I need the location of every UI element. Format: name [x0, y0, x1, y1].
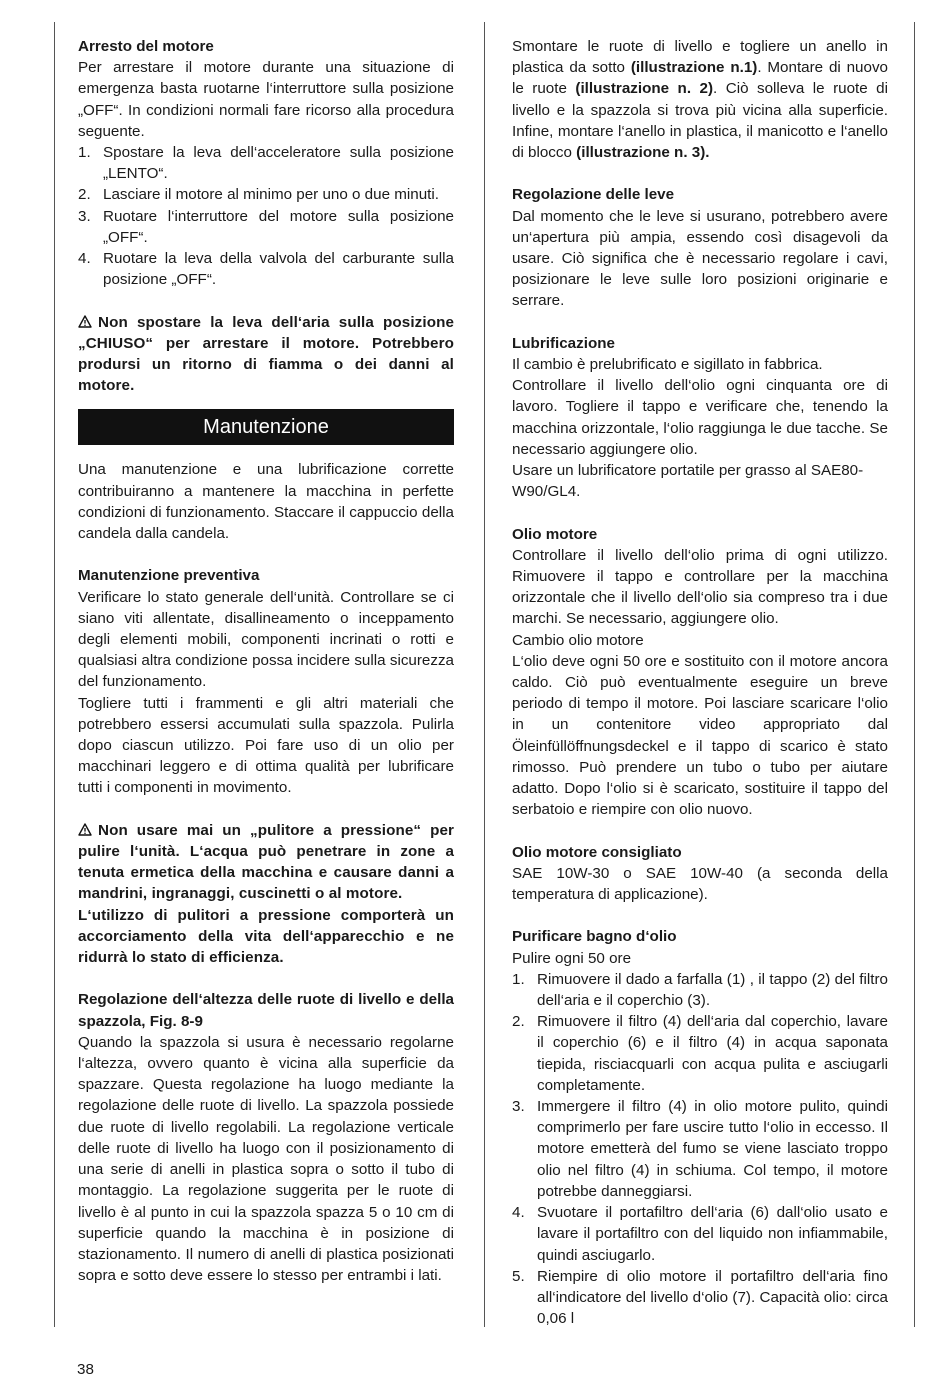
- olio-motore-heading: Olio motore: [512, 525, 598, 543]
- list-item: 4. Svuotare il portafiltro dell‘aria (6) dall‘olio usato e lavare il portafiltro con del liquido non infiammabile, quindi asciugarlo.: [512, 1204, 888, 1264]
- list-item: 1. Rimuovere il dado a farfalla (1) , il tappo (2) del filtro dell‘aria e il coperchio (3).: [512, 970, 888, 1010]
- purificare-heading: Purificare bagno d‘olio: [512, 928, 677, 946]
- arresto-intro: Per arrestare il motore durante una situazione di emergenza basta ruotarne l‘interruttore sulla posizione „OFF“. In condizioni normali fare ricorso alla procedura seguente.: [78, 59, 454, 140]
- smontare-paragraph: Smontare le ruote di livello e togliere un anello in plastica da sotto (illustrazione n.1). Montare di nuovo le ruote (illustrazione n. 2). Ciò solleva le ruote di livello e la spazzola si trova più vicina alla superficie. Infine, montare l‘anello in plastica, il manicotto e l‘anello di blocco (illustrazione n. 3).: [512, 38, 888, 162]
- left-column: [78, 36, 454, 1286]
- preventiva-paragraph-2: Togliere tutti i frammenti e gli altri materiali che potrebbero essersi accumulati sulla spazzola. Pulirla dopo ciascun utilizzo. Poi fare uso di un olio per macchinari leggero e di ottima qualità per lubrificare tutti i componenti in movimento.: [78, 694, 454, 797]
- leve-paragraph: Dal momento che le leve si usurano, potrebbero avere un‘apertura più ampia, essendo così disagevoli da usare. Ciò significa che è necessario regolare i cavi, posizionare le leve sulle loro posizioni originarie e serrare.: [512, 207, 888, 310]
- lubrificazione-heading: Lubrificazione: [512, 334, 615, 352]
- arresto-steps: [78, 142, 454, 290]
- preventiva-heading: Manutenzione preventiva: [78, 567, 260, 585]
- list-item: 2. Rimuovere il filtro (4) dell‘aria dal coperchio, lavare il coperchio (6) e il filtro (4) in acqua saponata tiepida, risciacquarli con acqua pulita e asciugarli completamente.: [512, 1013, 888, 1094]
- list-item: 5. Riempire di olio motore il portafiltro dell‘aria fino all‘indicatore del livello d‘olio (7). Capacità olio: circa 0,06 l: [512, 1267, 888, 1328]
- list-item: 3. Immergere il filtro (4) in olio motore pulito, quindi comprimerlo per fare uscire tutto l‘olio in eccesso. Il motore emetterà del fumo se viene lasciato troppo olio nel filtro (4) in schiuma. Col tempo, il motore potrebbe danneggiarsi.: [512, 1098, 888, 1200]
- warning-pressure-washer: Non usare mai un „pulitore a pressione“ per pulire l‘unità. L‘acqua può penetrare in zone a tenuta ermetica della macchina e causare danni a mandrini, ingranaggi, cuscinetti o al motore.: [78, 821, 454, 903]
- olio-motore-paragraph-1: Controllare il livello dell‘olio prima di ogni utilizzo. Rimuovere il tappo e controllare per la macchina orizzontale che il livello dell‘olio sia compreso tra i due marchi. Se necessario, aggiungere olio.: [512, 546, 888, 628]
- list-item: 3. Ruotare l‘interruttore del motore sulla posizione „OFF“.: [78, 207, 454, 246]
- purificare-intro: Pulire ogni 50 ore: [512, 949, 632, 967]
- leve-heading: Regolazione delle leve: [512, 186, 675, 204]
- olio-consigliato-heading: Olio motore consigliato: [512, 843, 682, 861]
- arresto-heading: Arresto del motore: [78, 38, 214, 55]
- purificare-steps: [512, 969, 888, 1329]
- section-banner-manutenzione: Manutenzione: [78, 409, 454, 445]
- preventiva-paragraph-1: Verificare lo stato generale dell‘unità. Controllare se ci siano viti allentate, disallineamento o inceppamento degli elementi mobili, componenti incrinati o rotti e qualsiasi altra condizione possa incidere sulla sicurezza del funzionamento.: [78, 588, 454, 691]
- list-item: 1. Spostare la leva dell‘acceleratore sulla posizione „LENTO“.: [78, 144, 454, 183]
- left-column-rule: [54, 22, 55, 1327]
- right-column: [512, 36, 888, 1329]
- olio-motore-paragraph-3: L‘olio deve ogni 50 ore e sostituito con il motore ancora caldo. Ciò può eventualmente eseguire un breve periodo di tempo il motore. Poi lasciare scaricare l‘olio in un contenitore video appropriato dal Öleinfüllöffnungsdeckel e il tappo di scarico è stato rimosso. Può prendere un tubo o tubo per aiutare adatto. Dopo l‘olio si è scaricato, sostituire il tappo del serbatoio e riempire con olio nuovo.: [512, 652, 888, 819]
- warning-choke: Non spostare la leva dell‘aria sulla posizione „CHIUSO“ per arrestare il motore. Potrebbero prodursi un ritorno di fiamma o dei danni al motore.: [78, 313, 454, 395]
- olio-motore-paragraph-2: Cambio olio motore: [512, 631, 644, 649]
- warning-icon: [78, 823, 92, 836]
- lubrificazione-paragraph-2: Controllare il livello dell‘olio ogni cinquanta ore di lavoro. Togliere il tappo e verificare che, tenendo la macchina orizzontale, l‘olio raggiunga le due tacche. Se necessario aggiungere olio.: [512, 377, 888, 458]
- lubrificazione-paragraph-3: Usare un lubrificatore portatile per grasso al SAE80-W90/GL4.: [512, 462, 864, 501]
- olio-consigliato-paragraph: SAE 10W-30 o SAE 10W-40 (a seconda della temperatura di applicazione).: [512, 864, 888, 904]
- lubrificazione-paragraph-1: Il cambio è prelubrificato e sigillato in fabbrica.: [512, 356, 823, 374]
- list-item: 4. Ruotare la leva della valvola del carburante sulla posizione „OFF“.: [78, 250, 454, 289]
- regolazione-heading: Regolazione dell‘altezza delle ruote di livello e della spazzola, Fig. 8-9: [78, 991, 454, 1030]
- regolazione-paragraph: Quando la spazzola si usura è necessario regolarne l‘altezza, ovvero quanto è vicina alla superficie da spazzare. Questa regolazione ha luogo mediante la regolazione delle ruote di livello. La spazzola possiede due ruote di livello regolabili. La regolazione verticale delle ruote di livello ha luogo con il posizionamento di una serie di anelli in plastica sopra o sotto il tubo di montaggio. La regolazione suggerita per le ruote di livello è al punto in cui la spazzola spazza 5 o 10 cm di superficie quando la macchina è in posizione di stazionamento. Il numero di anelli di plastica posizionati sopra e sotto deve essere lo stesso per entrambi i lati.: [78, 1033, 454, 1285]
- list-item: 2. Lasciare il motore al minimo per uno o due minuti.: [78, 186, 439, 204]
- warning-icon: [78, 315, 92, 328]
- manutenzione-intro: Una manutenzione e una lubrificazione corrette contribuiranno a mantenere la macchina in perfette condizioni di funzionamento. Staccare il cappuccio della candela dalla candela.: [78, 461, 454, 543]
- right-column-rule: [914, 22, 915, 1327]
- warning-pressure-washer-consequence: L‘utilizzo di pulitori a pressione comporterà un accorciamento della vita dell‘apparecchio e ne ridurrà lo stato di efficienza.: [78, 906, 454, 967]
- page-number: 38: [77, 1361, 94, 1378]
- center-column-rule: [484, 22, 485, 1327]
